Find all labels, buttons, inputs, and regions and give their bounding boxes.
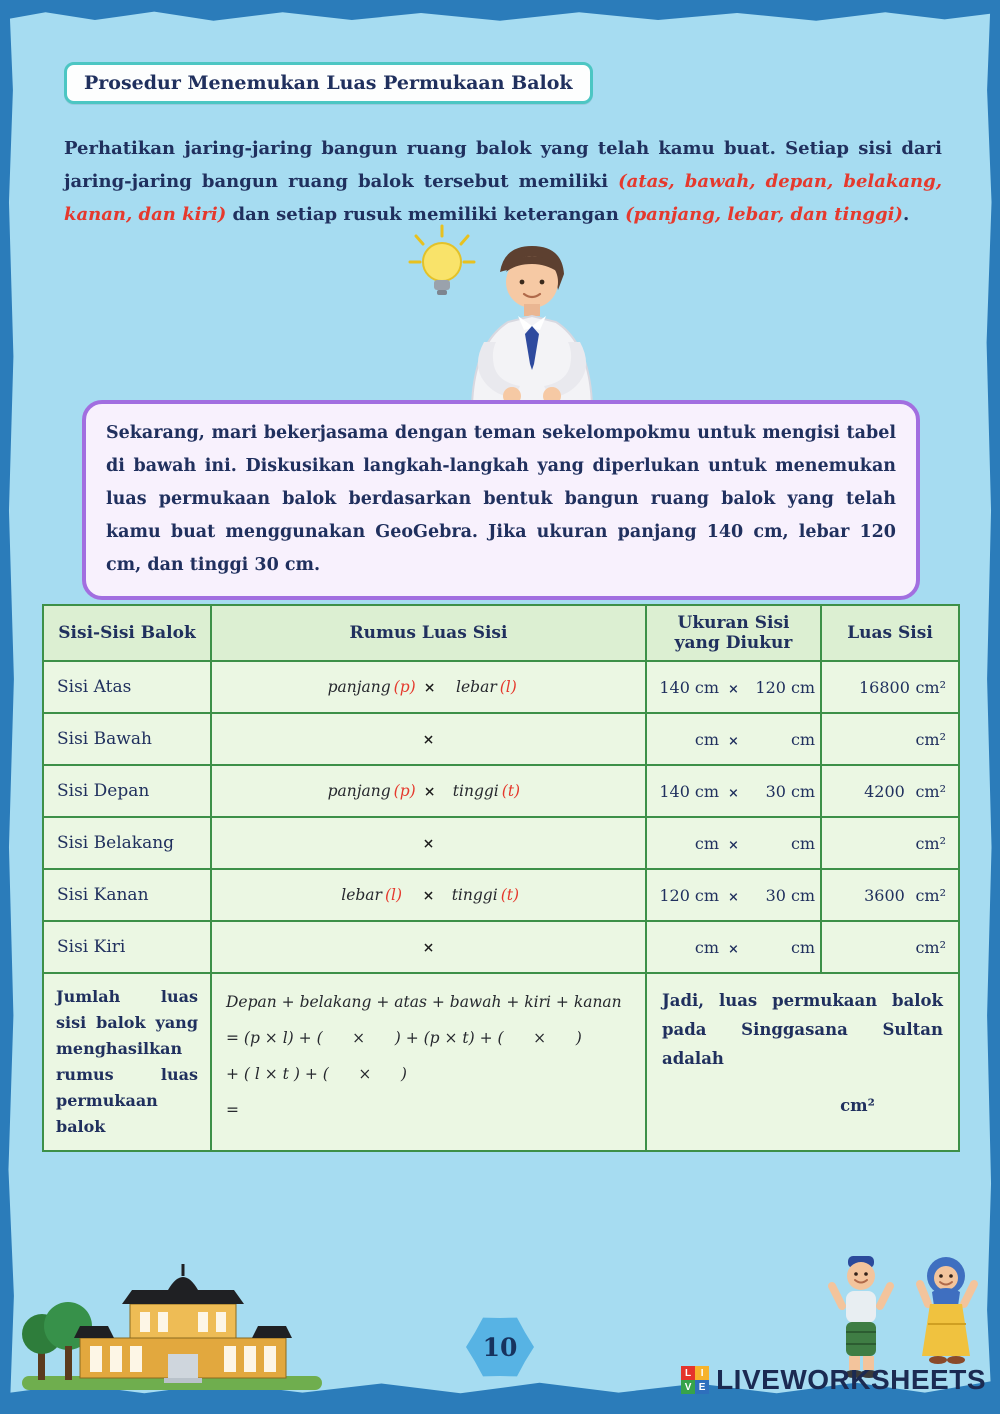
formula-cell <box>211 661 646 713</box>
intro-text-1: Perhatikan jaring-jaring bangun ruang balok yang telah kamu buat. Setiap sisi dari jaring-jaring bangun ruang balok tersebut memiliki <box>64 138 942 192</box>
unit-label: cm <box>694 833 720 853</box>
lightbulb-icon <box>410 226 474 295</box>
idea-man-illustration <box>372 224 628 406</box>
multiply-sign: × <box>422 888 435 904</box>
measure-b-input[interactable]: 30 <box>765 885 786 905</box>
area-cell <box>821 921 959 973</box>
area-input[interactable]: 16800 <box>859 677 910 697</box>
palace-illustration <box>18 1242 328 1398</box>
unit-label: cm² <box>840 1096 875 1115</box>
table-header-row <box>43 605 959 661</box>
multiply-sign: × <box>423 680 436 696</box>
page-title: Prosedur Menemukan Luas Permukaan Balok <box>64 62 593 104</box>
measure-cell <box>646 869 821 921</box>
area-input[interactable]: 4200 <box>864 781 905 801</box>
unit-label: cm² <box>915 729 946 749</box>
logo-letter-l: L <box>681 1366 695 1380</box>
girl-figure <box>920 1257 974 1364</box>
unit-label: cm <box>694 885 720 905</box>
intro-text-3: . <box>902 204 910 225</box>
intro-sides-list: (atas, bawah, depan, belakang, kanan, dan kiri) <box>64 171 942 225</box>
multiply-sign: × <box>422 940 435 956</box>
formula-cell <box>211 765 646 817</box>
header-luas-sisi: Luas Sisi <box>821 605 959 661</box>
man-figure <box>472 246 592 406</box>
formula-term-a-field[interactable] <box>328 782 416 800</box>
formula-term-a-field[interactable] <box>328 678 416 696</box>
summary-formula-line-2-input[interactable]: = (p × l) + ( × ) + (p × t) + ( × ) <box>226 1029 582 1047</box>
unit-label: cm <box>694 729 720 749</box>
area-cell <box>821 713 959 765</box>
multiply-sign: × <box>728 733 739 749</box>
formula-cell <box>211 869 646 921</box>
measure-b-input[interactable]: 120 <box>755 677 786 697</box>
formula-sym-a: (p) <box>393 782 416 800</box>
table-row-sisi-kiri <box>43 921 959 973</box>
conclusion-cell <box>646 973 959 1151</box>
formula-sym-b: (t) <box>500 886 520 904</box>
palace-building <box>74 1264 292 1383</box>
unit-label: cm <box>790 677 816 697</box>
measure-cell <box>646 817 821 869</box>
formula-term-a-field[interactable] <box>329 834 415 852</box>
formula-term-b: tinggi <box>452 782 499 800</box>
unit-label: cm² <box>915 937 946 957</box>
measure-a-input[interactable]: 120 <box>659 885 690 905</box>
multiply-sign: × <box>422 836 435 852</box>
formula-term-b: tinggi <box>451 886 498 904</box>
multiply-sign: × <box>422 732 435 748</box>
area-cell <box>821 765 959 817</box>
measure-a-input[interactable]: 140 <box>659 677 690 697</box>
unit-label: cm <box>694 781 720 801</box>
formula-term-a-field[interactable] <box>329 938 415 956</box>
table-row-sisi-kanan <box>43 869 959 921</box>
measure-cell <box>646 661 821 713</box>
formula-term-a-field[interactable] <box>329 730 415 748</box>
table-row-sisi-bawah <box>43 713 959 765</box>
logo-letter-i: I <box>695 1366 709 1380</box>
formula-sym-b: (l) <box>499 678 517 696</box>
measure-cell <box>646 713 821 765</box>
measure-cell <box>646 765 821 817</box>
multiply-sign: × <box>728 681 739 697</box>
liveworksheets-icon <box>681 1366 709 1394</box>
unit-label: cm <box>694 677 720 697</box>
multiply-sign: × <box>728 785 739 801</box>
formula-sym-a: (l) <box>384 886 402 904</box>
table-row-sisi-depan <box>43 765 959 817</box>
unit-label: cm <box>790 833 816 853</box>
formula-cell <box>211 713 646 765</box>
formula-cell <box>211 817 646 869</box>
formula-term-a-field[interactable] <box>329 886 415 904</box>
formula-term-a: lebar <box>341 886 382 904</box>
unit-label: cm² <box>915 885 946 905</box>
surface-area-table <box>42 604 960 1152</box>
row-label: Sisi Bawah <box>43 713 211 765</box>
header-ukuran-sisi: Ukuran Sisi yang Diukur <box>646 605 821 661</box>
intro-edges-list: (panjang, lebar, dan tinggi) <box>625 204 903 225</box>
measure-cell <box>646 921 821 973</box>
multiply-sign: × <box>423 784 436 800</box>
unit-label: cm <box>790 729 816 749</box>
page-number-badge <box>464 1311 536 1383</box>
area-cell <box>821 869 959 921</box>
row-label: Sisi Belakang <box>43 817 211 869</box>
formula-sym-a: (p) <box>393 678 416 696</box>
page-number: 10 <box>482 1332 518 1362</box>
boy-figure <box>832 1256 890 1378</box>
logo-letter-e: E <box>695 1380 709 1394</box>
unit-label: cm² <box>915 781 946 801</box>
table-row-sisi-atas <box>43 661 959 713</box>
intro-paragraph <box>64 132 942 231</box>
row-label: Sisi Kanan <box>43 869 211 921</box>
table-row-summary <box>43 973 959 1151</box>
summary-formula-cell <box>211 973 646 1151</box>
unit-label: cm <box>790 885 816 905</box>
area-input[interactable]: 3600 <box>864 885 905 905</box>
unit-label: cm² <box>915 833 946 853</box>
unit-label: cm² <box>915 677 946 697</box>
formula-term-a: panjang <box>327 782 391 800</box>
formula-term-b-field[interactable] <box>442 886 528 904</box>
header-rumus-luas: Rumus Luas Sisi <box>211 605 646 661</box>
formula-sym-b: (t) <box>501 782 521 800</box>
formula-term-b-field[interactable] <box>442 730 528 748</box>
summary-formula-line-4-input[interactable]: = <box>226 1101 239 1119</box>
summary-formula-line-3-input[interactable]: + ( l × t ) + ( × ) <box>226 1065 407 1083</box>
measure-b-input[interactable]: 30 <box>765 781 786 801</box>
liveworksheets-logo <box>681 1364 986 1396</box>
row-label: Sisi Kiri <box>43 921 211 973</box>
intro-text-2: dan setiap rusuk memiliki keterangan <box>226 204 626 225</box>
logo-letter-v: V <box>681 1380 695 1394</box>
formula-term-b-field[interactable] <box>443 678 529 696</box>
instruction-speech-bubble: Sekarang, mari bekerjasama dengan teman sekelompokmu untuk mengisi tabel di bawah ini. Diskusikan langkah-langkah yang diperlukan untuk menemukan luas permukaan balok berdasarkan bentuk bangun ruang balok yang telah kamu buat menggunakan GeoGebra. Jika ukuran panjang 140 cm, lebar 120 cm, dan tinggi 30 cm. <box>82 400 920 600</box>
brand-name: LIVEWORKSHEETS <box>716 1364 986 1395</box>
formula-term-b: lebar <box>456 678 497 696</box>
multiply-sign: × <box>728 941 739 957</box>
table-row-sisi-belakang <box>43 817 959 869</box>
summary-formula-line-1: Depan + belakang + atas + bawah + kiri + kanan <box>226 993 622 1011</box>
multiply-sign: × <box>728 889 739 905</box>
conclusion-answer-line <box>662 1091 943 1120</box>
formula-term-b-field[interactable] <box>443 782 529 800</box>
measure-a-input[interactable]: 140 <box>659 781 690 801</box>
formula-cell <box>211 921 646 973</box>
area-cell <box>821 817 959 869</box>
header-sisi-balok: Sisi-Sisi Balok <box>43 605 211 661</box>
unit-label: cm <box>790 937 816 957</box>
unit-label: cm <box>790 781 816 801</box>
summary-label: Jumlah luas sisi balok yang menghasilkan rumus luas permukaan balok <box>43 973 211 1151</box>
unit-label: cm <box>694 937 720 957</box>
formula-term-b-field[interactable] <box>442 938 528 956</box>
formula-term-a: panjang <box>327 678 391 696</box>
row-label: Sisi Depan <box>43 765 211 817</box>
area-cell <box>821 661 959 713</box>
multiply-sign: × <box>728 837 739 853</box>
conclusion-text: Jadi, luas permukaan balok pada Singgasana Sultan adalah <box>662 991 943 1068</box>
row-label: Sisi Atas <box>43 661 211 713</box>
formula-term-b-field[interactable] <box>442 834 528 852</box>
